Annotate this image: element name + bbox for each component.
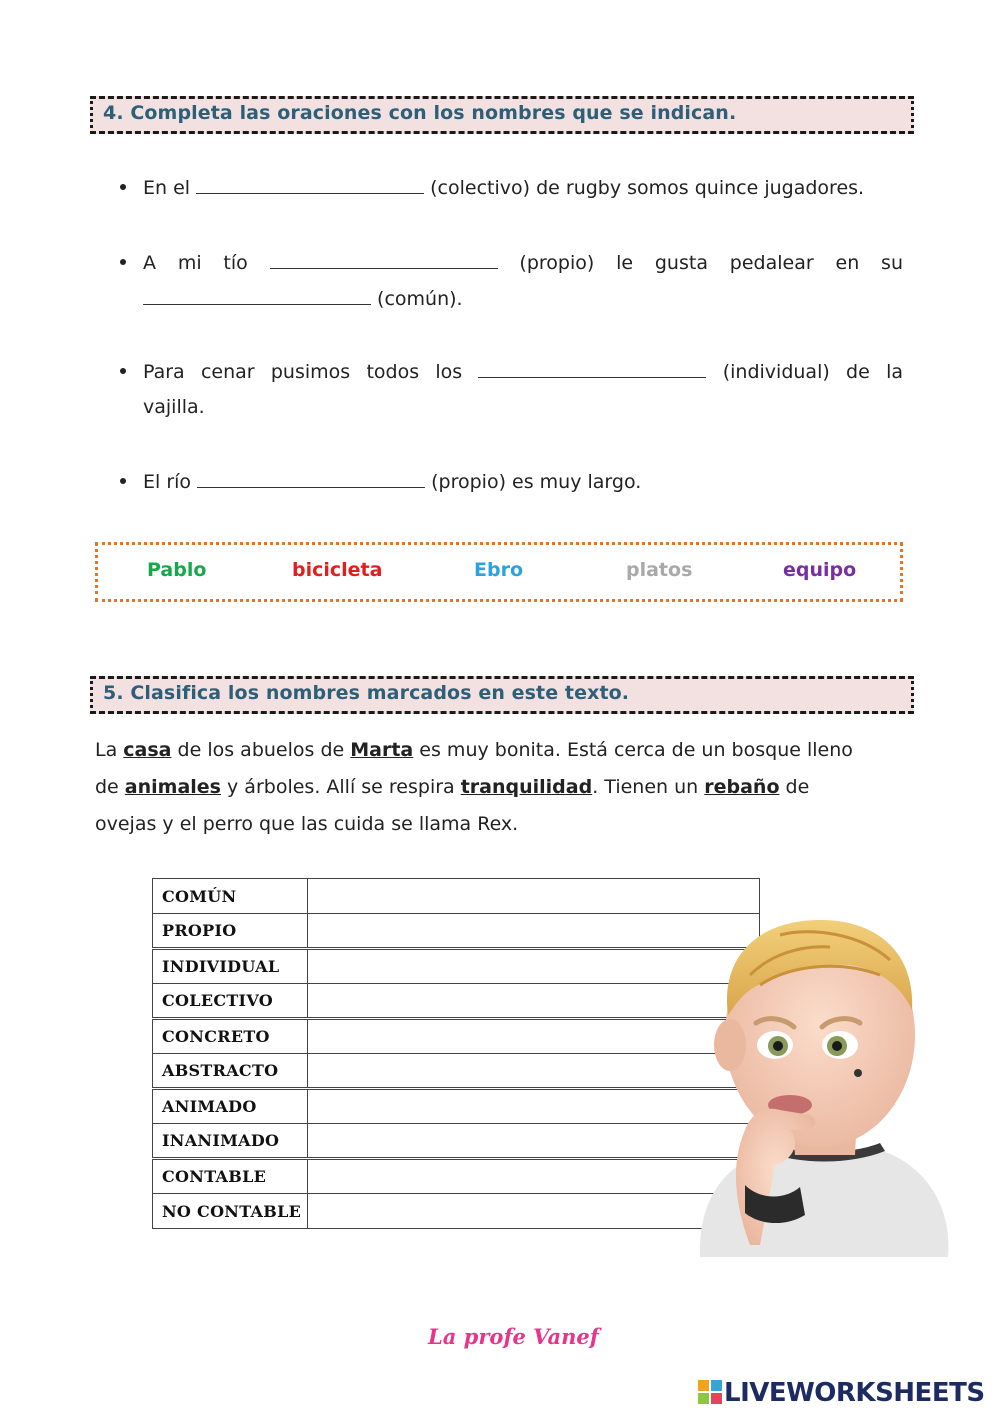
word-bank-item-pablo[interactable]: Pablo <box>147 559 207 581</box>
row-label: ANIMADO <box>153 1089 308 1124</box>
table-row <box>153 1054 760 1089</box>
table-row <box>153 1124 760 1159</box>
marked-noun-tranquilidad: tranquilidad <box>460 776 593 798</box>
sentence-3-line-2: vajilla. <box>143 396 205 418</box>
blank-input-4[interactable] <box>478 359 706 378</box>
row-label: CONCRETO <box>153 1019 308 1054</box>
liveworksheets-icon <box>698 1380 722 1404</box>
answer-cell[interactable] <box>308 879 760 914</box>
bullet <box>120 478 130 488</box>
blank-input-5[interactable] <box>197 469 425 488</box>
row-label: PROPIO <box>153 914 308 949</box>
row-label: COMÚN <box>153 879 308 914</box>
sentence-2-line-1: A mi tío (propio) le gusta pedalear en su <box>143 252 903 274</box>
row-label: INDIVIDUAL <box>153 949 308 984</box>
table-row <box>153 949 760 984</box>
section-4-heading <box>90 96 914 134</box>
section-5-title: 5. Clasifica los nombres marcados en este texto. <box>103 682 630 704</box>
sentence-4: El río (propio) es muy largo. <box>143 471 642 493</box>
word-bank-item-ebro[interactable]: Ebro <box>474 559 524 581</box>
word-bank <box>95 542 903 602</box>
row-label: COLECTIVO <box>153 984 308 1019</box>
classification-table <box>152 878 760 1229</box>
sentence-1: En el (colectivo) de rugby somos quince jugadores. <box>143 177 865 199</box>
section-5-heading <box>90 676 914 714</box>
worried-avatar-illustration <box>690 915 952 1257</box>
table-row <box>153 879 760 914</box>
signature: La profe Vanef <box>428 1324 599 1349</box>
row-label: CONTABLE <box>153 1159 308 1194</box>
table-row <box>153 1194 760 1229</box>
marked-noun-rebano: rebaño <box>704 776 780 798</box>
blank-input-1[interactable] <box>196 175 424 194</box>
row-label: INANIMADO <box>153 1124 308 1159</box>
sentence-3-line-1: Para cenar pusimos todos los (individual) de la <box>143 361 903 383</box>
row-label: NO CONTABLE <box>153 1194 308 1229</box>
text-paragraph-line-1: La casa de los abuelos de Marta es muy bonita. Está cerca de un bosque lleno <box>95 739 853 761</box>
text-paragraph-line-3: ovejas y el perro que las cuida se llama Rex. <box>95 813 519 835</box>
word-bank-item-equipo[interactable]: equipo <box>783 559 857 581</box>
table-row <box>153 1159 760 1194</box>
liveworksheets-logo[interactable] <box>698 1378 985 1408</box>
bullet <box>120 368 130 378</box>
row-label: ABSTRACTO <box>153 1054 308 1089</box>
text-paragraph-line-2: de animales y árboles. Allí se respira tranquilidad. Tienen un rebaño de <box>95 776 810 798</box>
word-bank-item-platos[interactable]: platos <box>626 559 693 581</box>
bullet <box>120 259 130 269</box>
section-4-title: 4. Completa las oraciones con los nombres que se indican. <box>103 102 737 124</box>
table-row <box>153 1089 760 1124</box>
marked-noun-animales: animales <box>124 776 221 798</box>
word-bank-item-bicicleta[interactable]: bicicleta <box>292 559 383 581</box>
marked-noun-marta: Marta <box>350 739 414 761</box>
blank-input-3[interactable] <box>143 286 371 305</box>
marked-noun-casa: casa <box>123 739 172 761</box>
blank-input-2[interactable] <box>270 250 498 269</box>
bullet <box>120 184 130 194</box>
brand-name: LIVEWORKSHEETS <box>724 1378 985 1408</box>
table-row <box>153 984 760 1019</box>
table-row <box>153 1019 760 1054</box>
sentence-2-line-2: (común). <box>143 286 463 310</box>
table-row <box>153 914 760 949</box>
